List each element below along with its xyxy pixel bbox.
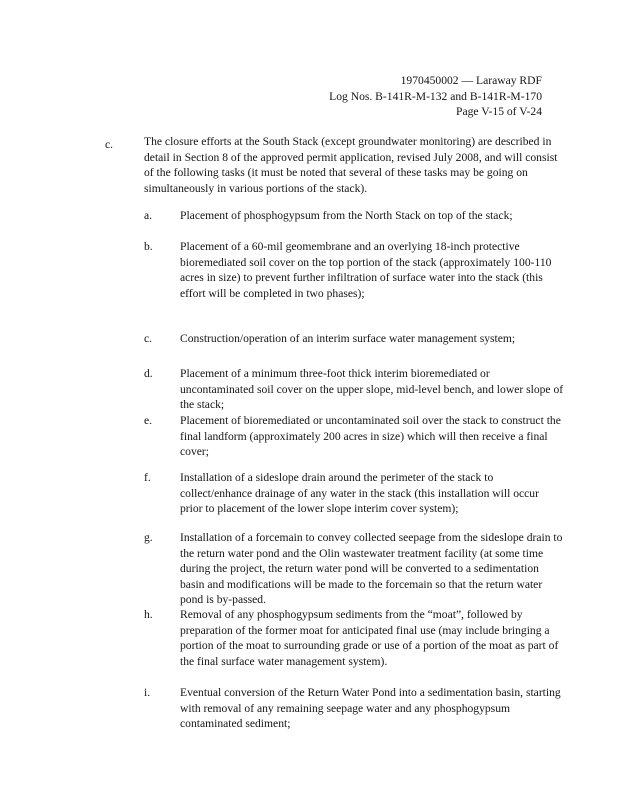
list-item-letter: i. — [144, 686, 151, 699]
header-facility-id: 1970450002 — Laraway RDF — [400, 74, 542, 87]
list-item-text: Placement of a minimum three-foot thick interim bioremediated or uncontaminated soil cover on the upper slope, mid-level bench, and lower slope of the stack; — [180, 367, 564, 411]
intro-paragraph: The closure efforts at the South Stack (except groundwater monitoring) are described in detail in Section 8 of the approved permit application, revised July 2008, and will consist of the following tasks (it must be noted that several of these tasks may be going on simultaneously in various portions of the stack). — [144, 135, 558, 195]
list-item-text: Placement of a 60-mil geomembrane and an overlying 18-inch protective bioremediated soil cover on the top portion of the stack (approximately 100-110 acres in size) to prevent further infiltration of surface water into the stack (this effort will be completed in two phases); — [180, 240, 552, 300]
list-item-letter: d. — [144, 367, 153, 380]
list-item-letter: b. — [144, 240, 153, 253]
list-item-text: Eventual conversion of the Return Water Pond into a sedimentation basin, starting with removal of any remaining seepage water and any phosphogypsum contaminated sediment; — [180, 686, 561, 730]
list-item-text: Placement of phosphogypsum from the North Stack on top of the stack; — [180, 209, 513, 222]
list-item-text: Installation of a sideslope drain around the perimeter of the stack to collect/enhance drainage of any water in the stack (this installation will occur prior to placement of the lower slope interim cover system); — [180, 471, 539, 515]
list-item-letter: h. — [144, 608, 153, 621]
page-header — [329, 73, 542, 120]
intro-letter: c. — [105, 138, 114, 151]
list-item-text: Removal of any phosphogypsum sediments from the “moat”, followed by preparation of the former moat for anticipated final use (may include bringing a portion of the moat to surrounding grade or use of a portion of the moat as part of the final surface water management system). — [180, 608, 559, 668]
list-item-letter: g. — [144, 531, 153, 544]
list-item-text: Construction/operation of an interim surface water management system; — [180, 332, 516, 345]
list-item-text: Installation of a forcemain to convey collected seepage from the sideslope drain to the return water pond and the Olin wastewater treatment facility (at some time during the project, the return water pond will be converted to a sedimentation basin and modifications will be made to the forcemain so that the return water pond is by-passed. — [180, 531, 563, 606]
header-log-numbers: Log Nos. B-141R-M-132 and B-141R-M-170 — [329, 89, 542, 103]
list-item-text: Placement of bioremediated or uncontaminated soil over the stack to construct the final landform (approximately 200 acres in size) which will then receive a final cover; — [180, 414, 561, 458]
list-item-letter: e. — [144, 414, 153, 427]
list-item-letter: f. — [144, 471, 151, 484]
list-item-letter: a. — [144, 209, 153, 222]
list-item-letter: c. — [144, 332, 153, 345]
header-page-number: Page V-15 of V-24 — [456, 105, 542, 118]
